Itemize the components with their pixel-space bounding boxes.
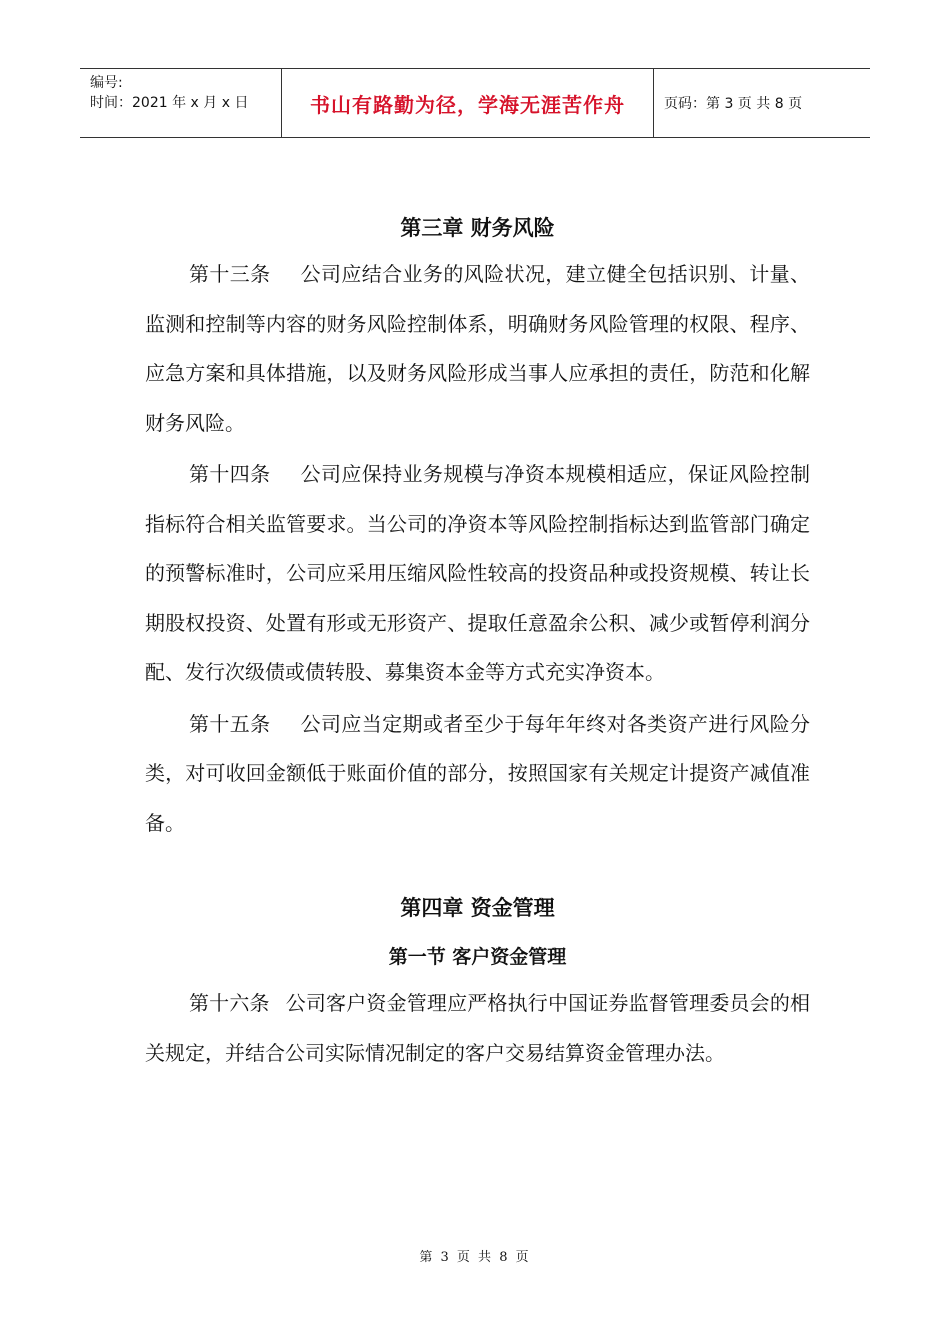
article-number: 第十五条 — [189, 711, 271, 736]
article-number: 第十六条 — [189, 991, 270, 1015]
number-label: 编号: — [90, 75, 123, 91]
page-header — [80, 68, 870, 138]
article-text: 公司应保持业务规模与净资本规模相适应，保证风险控制指标符合相关监管要求。当公司的净资本等风险控制指标达到监管部门确定的预警标准时，公司应采用压缩风险性较高的投资品种或投资规模、转让长期股权投资、处置有形或无形资产、提取任意盈余公积、减少或暂停利润分配、发行次级债或债转股、募集资本金等方式充实净资本。 — [145, 462, 811, 684]
header-page-info: 页码：第 3 页 共 8 页 — [664, 96, 803, 112]
section-title: 第一节 客户资金管理 — [388, 946, 567, 968]
article-number: 第十三条 — [189, 262, 271, 286]
article-14 — [145, 450, 810, 698]
article-16 — [145, 979, 810, 1078]
article-text: 公司客户资金管理应严格执行中国证券监督管理委员会的相关规定，并结合公司实际情况制定的客户交易结算资金管理办法。 — [145, 991, 811, 1065]
header-meta — [80, 69, 282, 137]
article-15 — [145, 700, 810, 849]
header-motto: 书山有路勤为径，学海无涯苦作舟 — [282, 69, 654, 137]
date-line: 时间：2021 年 x 月 x 日 — [90, 95, 249, 111]
chapter-3-title: 第三章 财务风险 — [400, 216, 555, 240]
article-number: 第十四条 — [189, 462, 271, 486]
article-text: 公司应当定期或者至少于每年年终对各类资产进行风险分类，对可收回金额低于账面价值的部分，按照国家有关规定计提资产减值准备。 — [145, 711, 811, 835]
chapter-4-title: 第四章 资金管理 — [400, 896, 555, 920]
article-13 — [145, 250, 810, 448]
page-footer: 第 3 页 共 8 页 — [419, 1250, 531, 1265]
document-body — [145, 210, 810, 1078]
article-text: 公司应结合业务的风险状况，建立健全包括识别、计量、监测和控制等内容的财务风险控制体系，明确财务风险管理的权限、程序、应急方案和具体措施，以及财务风险形成当事人应承担的责任，防范和化解财务风险。 — [145, 262, 811, 435]
